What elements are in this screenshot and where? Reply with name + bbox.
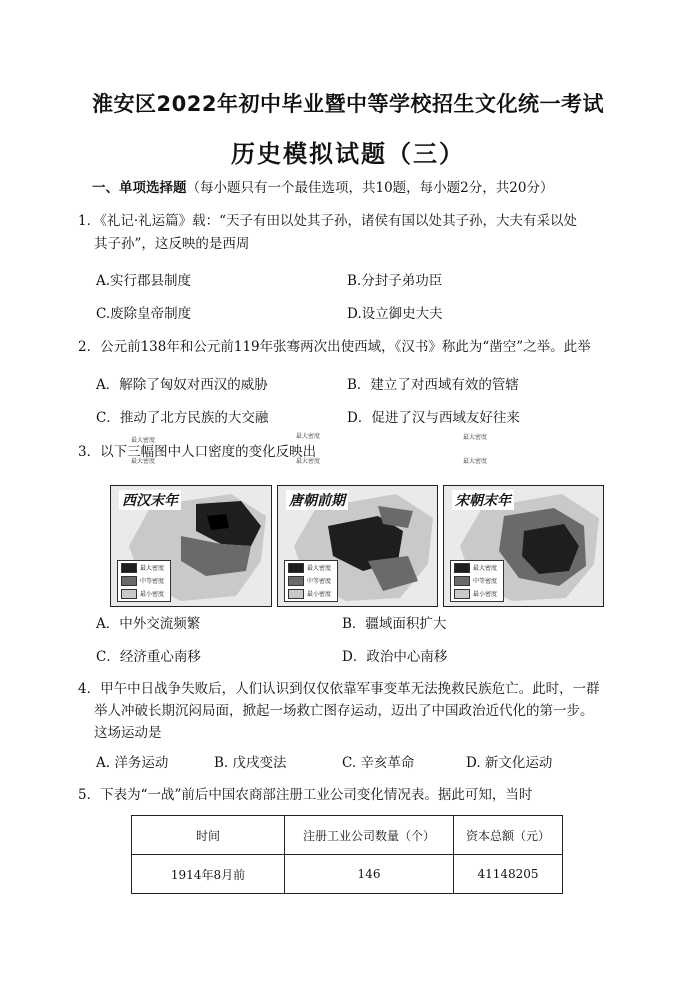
legend-swatch <box>121 589 137 599</box>
table-cell: 41148205 <box>454 855 563 894</box>
table-cell: 1914年8月前 <box>132 855 285 894</box>
legend-swatch <box>288 576 304 586</box>
map-legend <box>450 560 504 602</box>
artifact-label: 最大密度 <box>463 434 488 441</box>
q3-option-c: C．经济重心南移 <box>96 649 201 665</box>
q1-option-a: A.实行郡县制度 <box>96 273 192 289</box>
q4-line3: 这场运动是 <box>94 725 162 741</box>
legend-swatch <box>454 563 470 573</box>
q3-option-a: A．中外交流频繁 <box>96 616 201 632</box>
section-title: 一、单项选择题 <box>92 180 187 196</box>
exam-title: 淮安区2022年初中毕业暨中等学校招生文化统一考试 <box>92 92 604 116</box>
map-early-tang <box>277 485 438 607</box>
map-title: 西汉末年 <box>119 490 181 510</box>
legend-swatch <box>121 563 137 573</box>
exam-subtitle: 历史模拟试题（三） <box>231 140 465 168</box>
table-header-row <box>132 816 563 855</box>
company-registration-table <box>131 815 563 894</box>
legend-label: 最小密度 <box>307 591 332 598</box>
legend-label: 最小密度 <box>140 591 165 598</box>
q4-line1: 4．甲午中日战争失败后，人们认识到仅仅依靠军事变革无法挽救民族危亡。此时，一群 <box>78 681 600 697</box>
artifact-label: 最大密度 <box>296 433 321 440</box>
q1-option-b: B.分封子弟功臣 <box>347 273 443 289</box>
legend-label: 最大密度 <box>140 565 165 572</box>
q2-option-c: C．推动了北方民族的大交融 <box>96 410 269 426</box>
table-header-cell: 注册工业公司数量（个） <box>285 816 454 855</box>
q4-option-a: A. 洋务运动 <box>96 755 169 771</box>
q4-option-b: B. 戊戌变法 <box>214 755 287 771</box>
q2-option-a: A．解除了匈奴对西汉的威胁 <box>96 377 268 393</box>
legend-swatch <box>288 589 304 599</box>
q1-option-c: C.废除皇帝制度 <box>96 306 192 322</box>
legend-label: 最大密度 <box>473 565 498 572</box>
legend-swatch <box>121 576 137 586</box>
legend-swatch <box>454 589 470 599</box>
section-note: （每小题只有一个最佳选项，共10题，每小题2分，共20分） <box>186 180 554 196</box>
map-legend <box>284 560 338 602</box>
legend-label: 中等密度 <box>473 578 498 585</box>
q3-option-d: D．政治中心南移 <box>342 649 448 665</box>
map-title: 唐朝前期 <box>286 490 348 510</box>
q4-option-d: D. 新文化运动 <box>466 755 553 771</box>
q4-line2: 举人冲破长期沉闷局面，掀起一场救亡图存运动，迈出了中国政治近代化的第一步。 <box>94 703 594 719</box>
artifact-label: 最大密度 <box>131 458 156 465</box>
map-legend <box>117 560 171 602</box>
map-western-han <box>110 485 272 607</box>
legend-label: 最大密度 <box>307 565 332 572</box>
artifact-label: 最大密度 <box>131 437 156 444</box>
artifact-label: 最大密度 <box>296 458 321 465</box>
q3-option-b: B．疆域面积扩大 <box>342 616 447 632</box>
q1-line1: 1．《礼记·礼运篇》载：“天子有田以处其子孙，诸侯有国以处其子孙，大夫有采以处 <box>78 213 578 229</box>
table-cell: 146 <box>285 855 454 894</box>
map-late-song <box>443 485 604 607</box>
table-header-cell: 资本总额（元） <box>454 816 563 855</box>
legend-swatch <box>454 576 470 586</box>
table-header-cell: 时间 <box>132 816 285 855</box>
q2-line1: 2．公元前138年和公元前119年张骞两次出使西域，《汉书》称此为“凿空”之举。此举 <box>78 339 591 355</box>
q5-line1: 5．下表为“一战”前后中国农商部注册工业公司变化情况表。据此可知，当时 <box>78 787 533 803</box>
q1-line2: 其子孙”，这反映的是西周 <box>94 236 250 252</box>
legend-swatch <box>288 563 304 573</box>
legend-label: 中等密度 <box>307 578 332 585</box>
q1-option-d: D.设立御史大夫 <box>347 306 443 322</box>
q2-option-b: B．建立了对西域有效的管辖 <box>347 377 519 393</box>
legend-label: 最小密度 <box>473 591 498 598</box>
table-row <box>132 855 563 894</box>
q3-line1: 3．以下三幅图中人口密度的变化反映出 <box>78 444 317 460</box>
q4-option-c: C. 辛亥革命 <box>342 755 415 771</box>
artifact-label: 最大密度 <box>463 458 488 465</box>
section-heading <box>92 176 553 196</box>
map-title: 宋朝末年 <box>452 490 514 510</box>
legend-label: 中等密度 <box>140 578 165 585</box>
q2-option-d: D．促进了汉与西域友好往来 <box>347 410 520 426</box>
